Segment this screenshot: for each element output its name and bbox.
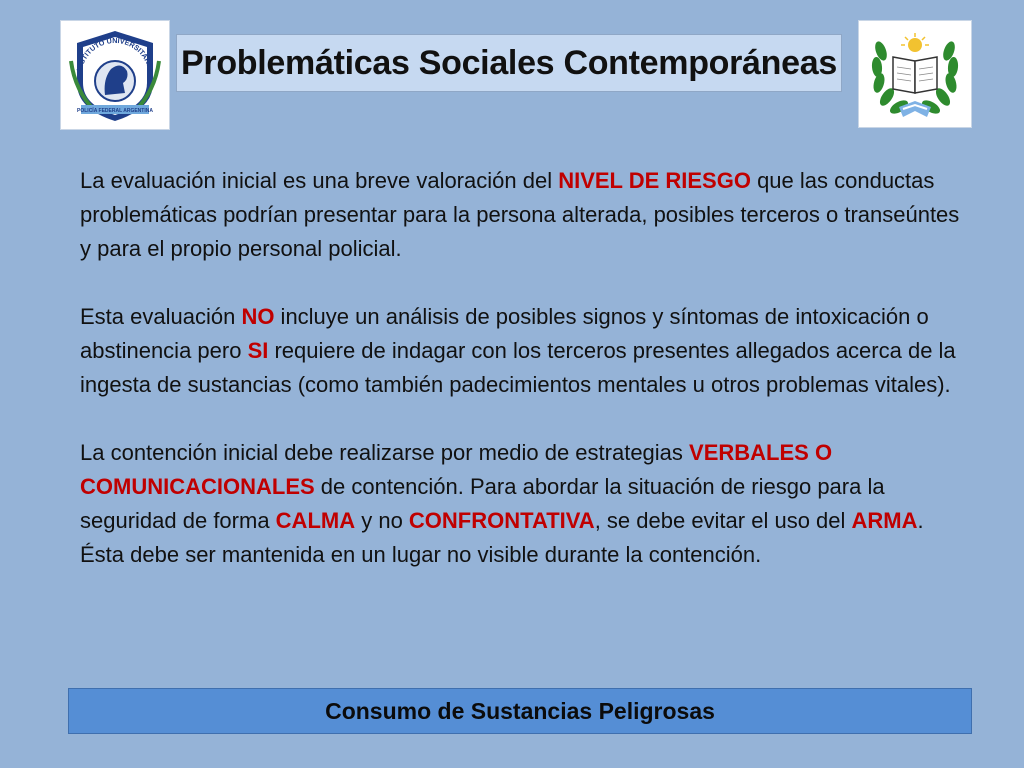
paragraph-evaluation-scope (80, 300, 960, 402)
text-segment: . Ésta debe ser mantenida en un lugar no visible durante la contención. (80, 508, 924, 567)
logo-ring-text: INSTITUTO UNIVERSITARIO (74, 35, 156, 73)
laurel-wreath-icon (859, 21, 971, 127)
paragraph-initial-containment (80, 436, 960, 572)
text-segment: y no (355, 508, 409, 533)
paragraph-risk-evaluation (80, 164, 960, 266)
laurel-book-emblem (858, 20, 972, 128)
highlight-no: NO (241, 304, 275, 329)
highlight-calma: CALMA (275, 508, 356, 533)
highlight-arma: ARMA (851, 508, 918, 533)
institute-seal-icon (61, 21, 169, 129)
open-book-icon (893, 57, 937, 93)
text-segment: requiere de indagar con los terceros presentes allegados acerca de la ingesta de sustancias (como también padecimientos mentales u otros problemas vitales). (80, 338, 956, 397)
text-segment: La contención inicial debe realizarse por medio de estrategias (80, 440, 690, 465)
highlight-confrontativa: CONFRONTATIVA (408, 508, 595, 533)
sun-icon (901, 33, 929, 52)
institute-logo (60, 20, 170, 130)
text-segment: de contención. Para abordar la situación de riesgo para la seguridad de forma (80, 474, 885, 533)
highlight-verbales: VERBALES O COMUNICACIONALES (80, 440, 833, 499)
highlight-si: SI (247, 338, 269, 363)
text-segment: Esta evaluación (80, 304, 242, 329)
title-banner (176, 34, 842, 92)
footer-title: Consumo de Sustancias Peligrosas (325, 697, 715, 724)
text-segment: incluye un análisis de posibles signos y síntomas de intoxicación o abstinencia pero (80, 304, 929, 363)
main-content (80, 164, 960, 606)
page-title: Problemáticas Sociales Contemporáneas (181, 43, 837, 82)
text-segment: que las conductas problemáticas podrían presentar para la persona alterada, posibles terceros o transeúntes y para el propio personal policial. (80, 168, 960, 261)
footer-banner (68, 688, 972, 734)
logo-banner-text: POLICÍA FEDERAL ARGENTINA (77, 108, 153, 114)
highlight-nivel-de-riesgo: NIVEL DE RIESGO (558, 168, 751, 193)
text-segment: La evaluación inicial es una breve valoración del (80, 168, 559, 193)
text-segment: , se debe evitar el uso del (594, 508, 852, 533)
